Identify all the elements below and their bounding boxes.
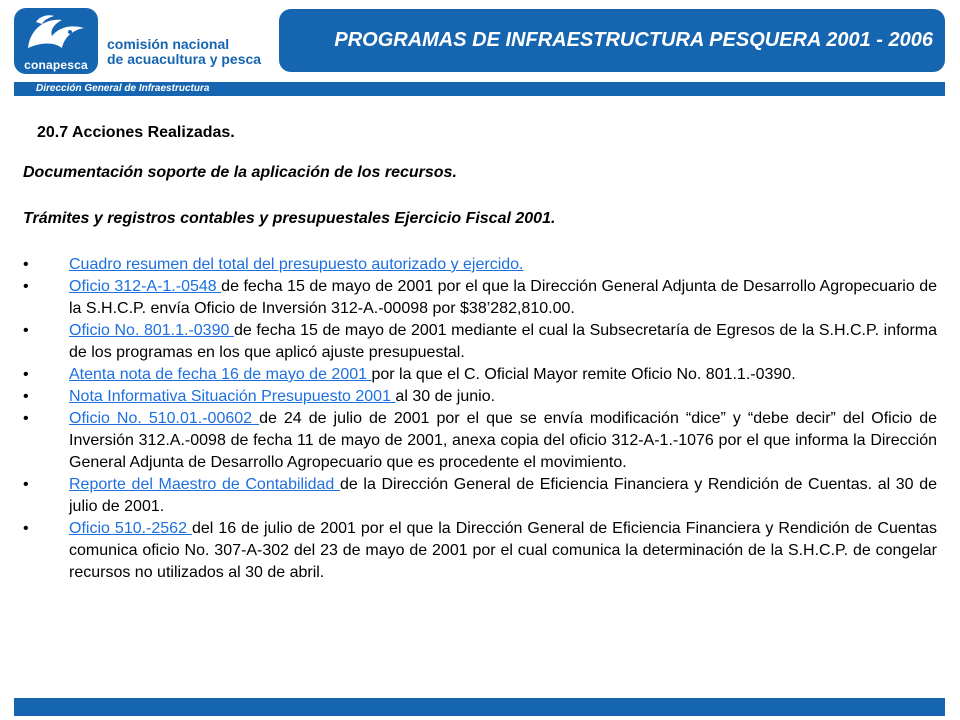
document-list-item xyxy=(23,518,937,584)
bullet-icon: • xyxy=(23,322,29,339)
footer-bar xyxy=(14,698,945,716)
document-link[interactable]: Nota Informativa Situación Presupuesto 2001 xyxy=(69,388,396,405)
bullet-icon: • xyxy=(23,256,29,273)
org-name xyxy=(107,37,261,67)
document-link[interactable]: Atenta nota de fecha 16 de mayo de 2001 xyxy=(69,366,372,383)
document-list-item xyxy=(23,320,937,364)
document-subtitle: Trámites y registros contables y presupuestales Ejercicio Fiscal 2001. xyxy=(23,210,556,227)
document-description: del 16 de julio de 2001 por el que la Dirección General de Eficiencia Financiera y Rendición de Cuentas comunica oficio No. 307-A-302 del 23 de mayo de 2001 por el cual comunica la determinación de la S.H.C.P. de congelar recursos no utilizados al 30 de abril. xyxy=(69,520,937,581)
document-description: al 30 de junio. xyxy=(395,388,496,405)
document-link[interactable]: Reporte del Maestro de Contabilidad xyxy=(69,476,340,493)
document-description: por la que el C. Oficial Mayor remite Oficio No. 801.1.-0390. xyxy=(371,366,796,383)
document-description: de la Dirección General de Eficiencia Financiera y Rendición de Cuentas. al 30 de julio de 2001. xyxy=(69,476,938,515)
document-list-item xyxy=(23,408,937,474)
document-description: de 24 de julio de 2001 por el que se envía modificación “dice” y “debe decir” del Oficio de Inversión 312.A.-0098 de fecha 11 de mayo de 2001, anexa copia del oficio 312-A-1.-1076 por el que informa la Dirección General Adjunta de Desarrollo Agropecuario que es procedente el movimiento. xyxy=(69,410,937,471)
document-list-item xyxy=(23,386,937,408)
bullet-icon: • xyxy=(23,388,29,405)
org-name-line2: de acuacultura y pesca xyxy=(107,51,262,67)
document-description: de fecha 15 de mayo de 2001 por el que la Dirección General Adjunta de Desarrollo Agropecuario de la S.H.C.P. envía Oficio de Inversión 312-A.-00098 por $38’282,810.00. xyxy=(69,278,938,317)
page-title: PROGRAMAS DE INFRAESTRUCTURA PESQUERA 2001 - 2006 xyxy=(334,29,933,51)
section-heading: 20.7 Acciones Realizadas. xyxy=(37,124,235,141)
document-link[interactable]: Oficio 312-A-1.-0548 xyxy=(69,278,222,295)
document-description: de fecha 15 de mayo de 2001 mediante el cual la Subsecretaría de Egresos de la S.H.C.P. informa de los programas en los que aplicó ajuste presupuestal. xyxy=(69,322,937,361)
document-link[interactable]: Oficio 510.-2562 xyxy=(69,520,192,537)
fish-bird-icon xyxy=(14,8,98,60)
bullet-icon: • xyxy=(23,278,29,295)
direction-label: Dirección General de Infraestructura xyxy=(36,83,210,94)
conapesca-logo xyxy=(14,8,98,76)
document-list-item xyxy=(23,254,937,276)
document-link[interactable]: Oficio No. 510.01.-00602 xyxy=(69,410,260,427)
document-list-item xyxy=(23,474,937,518)
document-link[interactable]: Cuadro resumen del total del presupuesto autorizado y ejercido. xyxy=(69,256,524,273)
document-link[interactable]: Oficio No. 801.1.-0390 xyxy=(69,322,234,339)
logo-wordmark: conapesca xyxy=(24,58,88,72)
bullet-icon: • xyxy=(23,410,29,427)
header-banner xyxy=(279,9,945,72)
document-list-item xyxy=(23,364,937,386)
bullet-icon: • xyxy=(23,520,29,537)
document-title: Documentación soporte de la aplicación de los recursos. xyxy=(23,164,457,181)
bullet-icon: • xyxy=(23,476,29,493)
document-list xyxy=(23,254,937,584)
org-name-line1: comisión nacional xyxy=(107,36,230,52)
document-list-item xyxy=(23,276,937,320)
bullet-icon: • xyxy=(23,366,29,383)
direction-bar xyxy=(14,82,945,96)
